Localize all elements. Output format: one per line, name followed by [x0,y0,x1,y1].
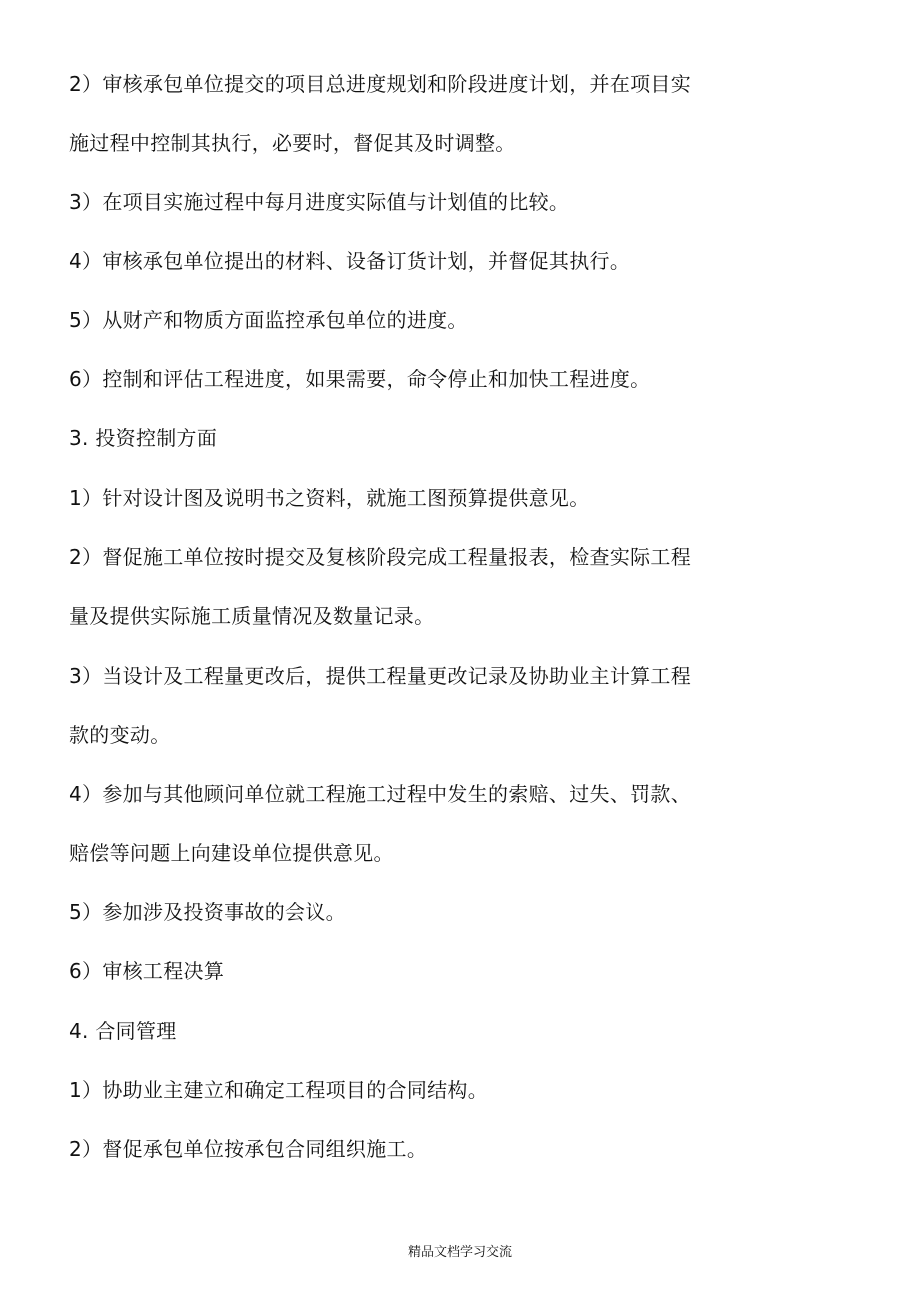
text-line: 2）督促承包单位按承包合同组织施工。 [69,1137,428,1161]
page-footer: 精品文档学习交流 [407,1245,512,1260]
text-line: 5）参加涉及投资事故的会议。 [69,900,346,924]
text-line: 款的变动。 [69,723,171,747]
text-line: 4）审核承包单位提出的材料、设备订货计划，并督促其执行。 [69,249,631,273]
section-heading: 4. 合同管理 [69,1019,177,1043]
text-line: 6）审核工程决算 [69,959,225,983]
text-line: 1）协助业主建立和确定工程项目的合同结构。 [69,1078,489,1102]
text-line: 施过程中控制其执行，必要时，督促其及时调整。 [69,131,516,155]
text-line: 3）当设计及工程量更改后，提供工程量更改记录及协助业主计算工程 [69,664,692,688]
text-line: 2）审核承包单位提交的项目总进度规划和阶段进度计划，并在项目实 [69,72,692,96]
section-heading: 3. 投资控制方面 [69,426,218,450]
text-line: 量及提供实际施工质量情况及数量记录。 [69,604,435,628]
text-line: 赔偿等问题上向建设单位提供意见。 [69,841,394,865]
text-line: 1）针对设计图及说明书之资料，就施工图预算提供意见。 [69,486,590,510]
text-line: 6）控制和评估工程进度，如果需要，命令停止和加快工程进度。 [69,367,651,391]
text-line: 2）督促施工单位按时提交及复核阶段完成工程量报表，检查实际工程 [69,545,692,569]
text-line: 5）从财产和物质方面监控承包单位的进度。 [69,308,468,332]
text-line: 3）在项目实施过程中每月进度实际值与计划值的比较。 [69,190,570,214]
text-line: 4）参加与其他顾问单位就工程施工过程中发生的索赔、过失、罚款、 [69,782,692,806]
